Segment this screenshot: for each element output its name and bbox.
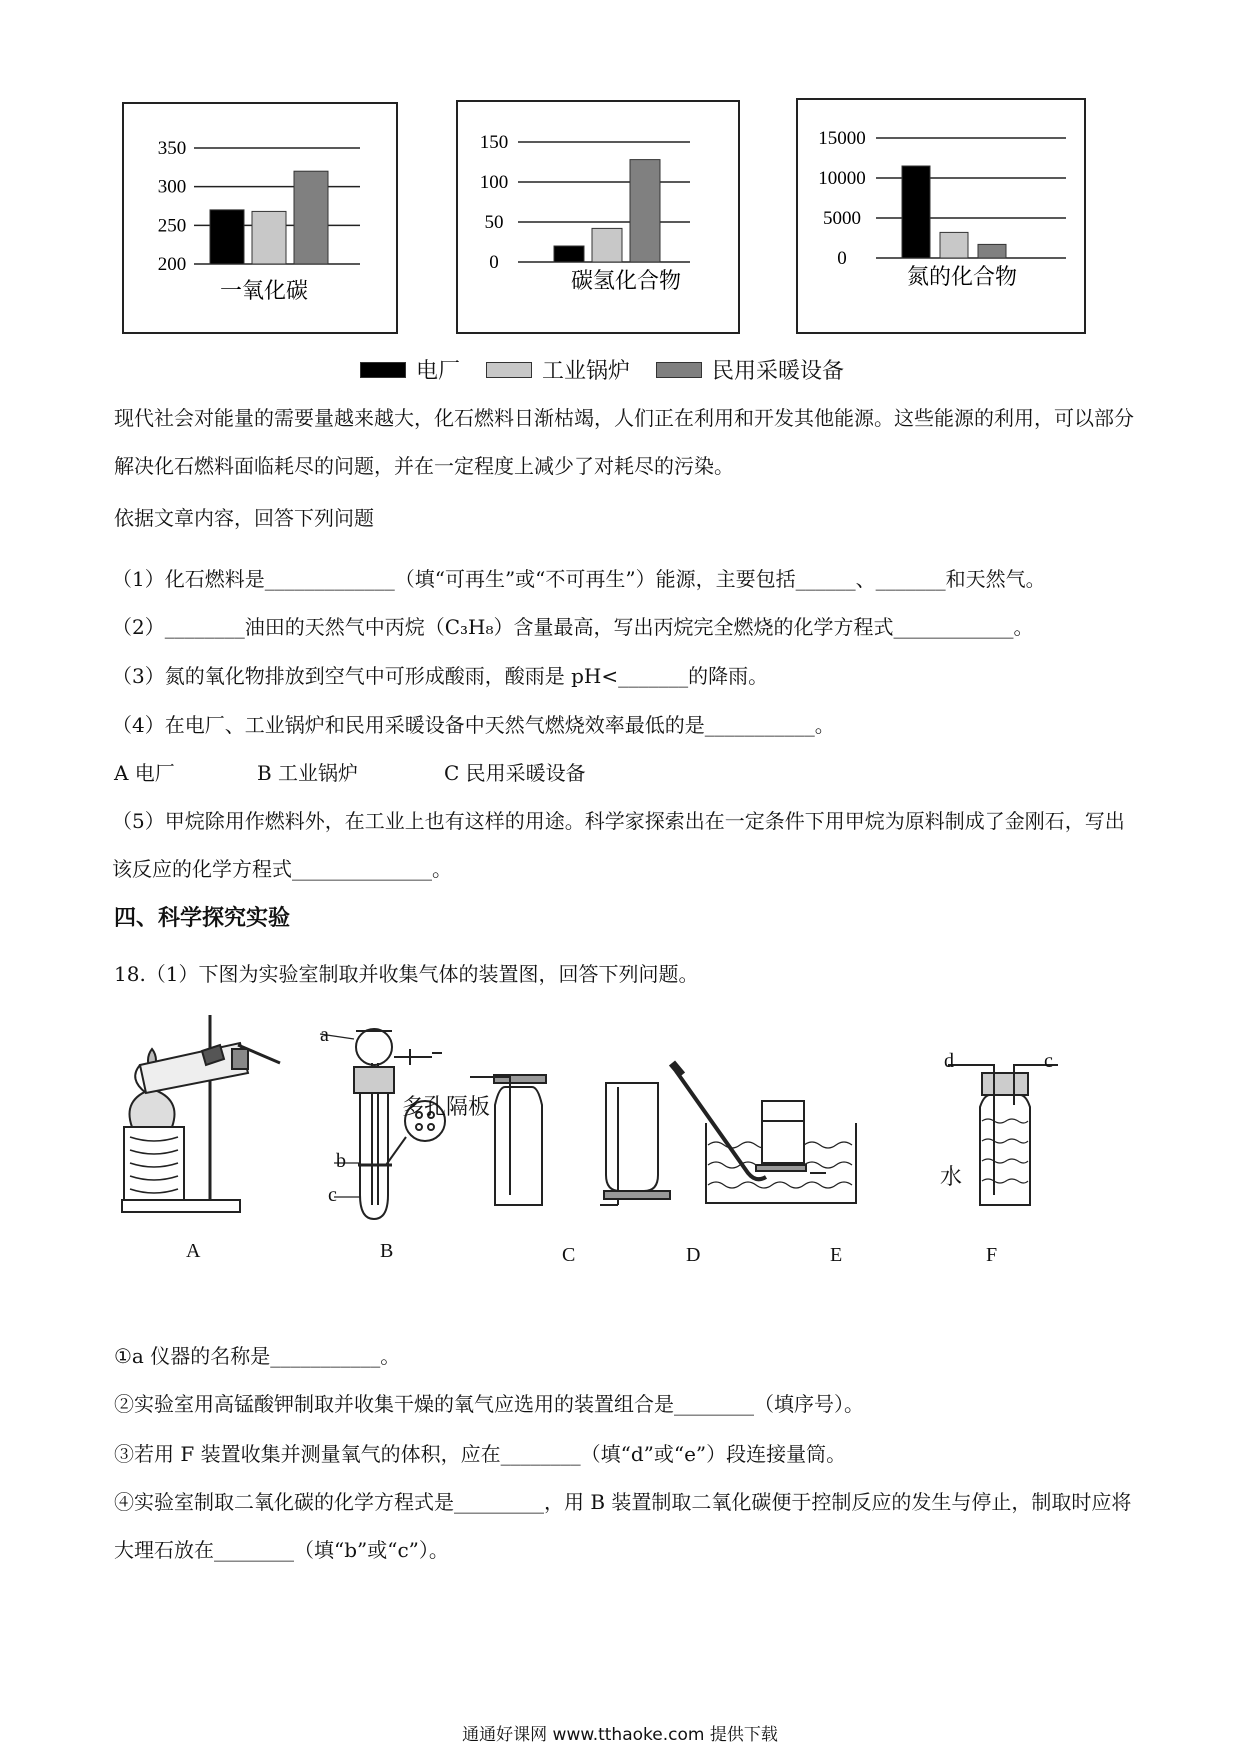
option-c: C 民用采暖设备 [444,761,586,785]
x-axis-label: 一氧化碳 [219,279,309,304]
apparatus-label-a: A [186,1240,201,1262]
bar-0 [554,246,584,262]
x-axis-label: 氮的化合物 [906,265,1018,290]
chart-hc [456,100,740,334]
legend-swatch-boiler [486,362,532,378]
subquestion-3: ③若用 F 装置收集并测量氧气的体积，应在________（填“d”或“e”）段连接量筒。 [114,1442,847,1466]
subquestion-2: ②实验室用高锰酸钾制取并收集干燥的氧气应选用的装置组合是________（填序号）。 [114,1392,864,1416]
option-b: B 工业锅炉 [257,761,359,785]
chart-hc-plot [458,102,738,332]
option-a: A 电厂 [114,761,175,785]
b-label-a: a [320,1024,329,1046]
legend-label-power: 电厂 [416,359,461,384]
f-label-c: c [1044,1050,1053,1072]
y-tick-label: 350 [157,138,187,159]
question-5: （5）甲烷除用作燃料外，在工业上也有这样的用途。科学家探索出在一定条件下用甲烷为原料制成了金刚石，写出该反应的化学方程式______________。 [112,809,1125,881]
question-3: （3）氮的氧化物排放到空气中可形成酸雨，酸雨是 pH<_______的降雨。 [112,664,769,688]
b-label-plate: 多孔隔板 [402,1095,491,1120]
bar-0 [902,166,930,258]
legend-label-heating: 民用采暖设备 [712,359,845,384]
bar-2 [630,160,660,262]
apparatus-label-c: C [562,1244,576,1266]
y-tick-label: 50 [484,212,504,233]
e-label-water: 水 [940,1165,963,1190]
y-tick-label: 10000 [818,168,866,189]
chart-co-plot [124,104,396,332]
chart-nox [796,98,1086,334]
apparatus-figure [110,1005,1130,1275]
subquestion-4: ④实验室制取二氧化碳的化学方程式是_________，用 B 装置制取二氧化碳便于控制反应的发生与停止，制取时应将大理石放在________（填“b”或“c”）。 [114,1490,1132,1562]
f-label-d: d [944,1050,954,1072]
y-tick-label: 150 [479,132,509,153]
y-tick-label: 5000 [823,208,861,229]
apparatus-d [600,1083,670,1205]
apparatus-label-b: B [380,1240,394,1262]
y-tick-label: 100 [479,172,509,193]
bar-1 [940,232,968,258]
y-tick-label: 200 [157,254,187,275]
apparatus-label-d: D [686,1244,701,1266]
chart-nox-plot [798,100,1084,332]
chart-legend [360,354,844,385]
question-18: 18.（1）下图为实验室制取并收集气体的装置图，回答下列问题。 [114,962,699,986]
question-4: （4）在电厂、工业锅炉和民用采暖设备中天然气燃烧效率最低的是___________。 [112,713,835,737]
legend-swatch-power [360,362,406,378]
subquestion-1: ①a 仪器的名称是___________。 [114,1344,401,1368]
section-heading: 四、科学探究实验 [114,905,291,931]
legend-label-boiler: 工业锅炉 [542,359,631,384]
y-tick-label: 300 [157,176,187,198]
y-tick-label: 0 [489,252,499,273]
apparatus-a [122,1015,280,1212]
question-2: （2）________油田的天然气中丙烷（C₃H₈）含量最高，写出丙烷完全燃烧的化学方程式____________。 [112,615,1034,639]
bar-2 [978,244,1006,258]
intro-paragraph: 现代社会对能量的需要量越来越大，化石燃料日渐枯竭，人们正在利用和开发其他能源。这些能源的利用，可以部分解决化石燃料面临耗尽的问题，并在一定程度上减少了对耗尽的污染。 [114,406,1134,478]
y-tick-label: 0 [837,248,847,269]
b-label-b: b [336,1150,346,1172]
apparatus-label-f: F [986,1244,998,1266]
apparatus-b [320,1029,445,1219]
footer: 通通好课网 www.tthaoke.com 提供下载 [462,1725,778,1745]
question-1: （1）化石燃料是_____________（填“可再生”或“不可再生”）能源，主要包括______、_______和天然气。 [112,567,1046,591]
chart-co [122,102,398,334]
bar-2 [294,171,328,264]
apparatus-label-e: E [830,1244,843,1266]
apparatus-f [948,1065,1058,1205]
y-tick-label: 15000 [818,128,866,149]
y-tick-label: 250 [157,215,187,237]
bar-1 [592,228,622,262]
bar-1 [252,211,286,264]
bar-0 [210,210,244,264]
x-axis-label: 碳氢化合物 [570,269,682,294]
apparatus-e [672,1063,856,1203]
b-label-c: c [328,1184,337,1206]
legend-swatch-heating [656,362,702,378]
ask-line: 依据文章内容，回答下列问题 [114,506,374,530]
